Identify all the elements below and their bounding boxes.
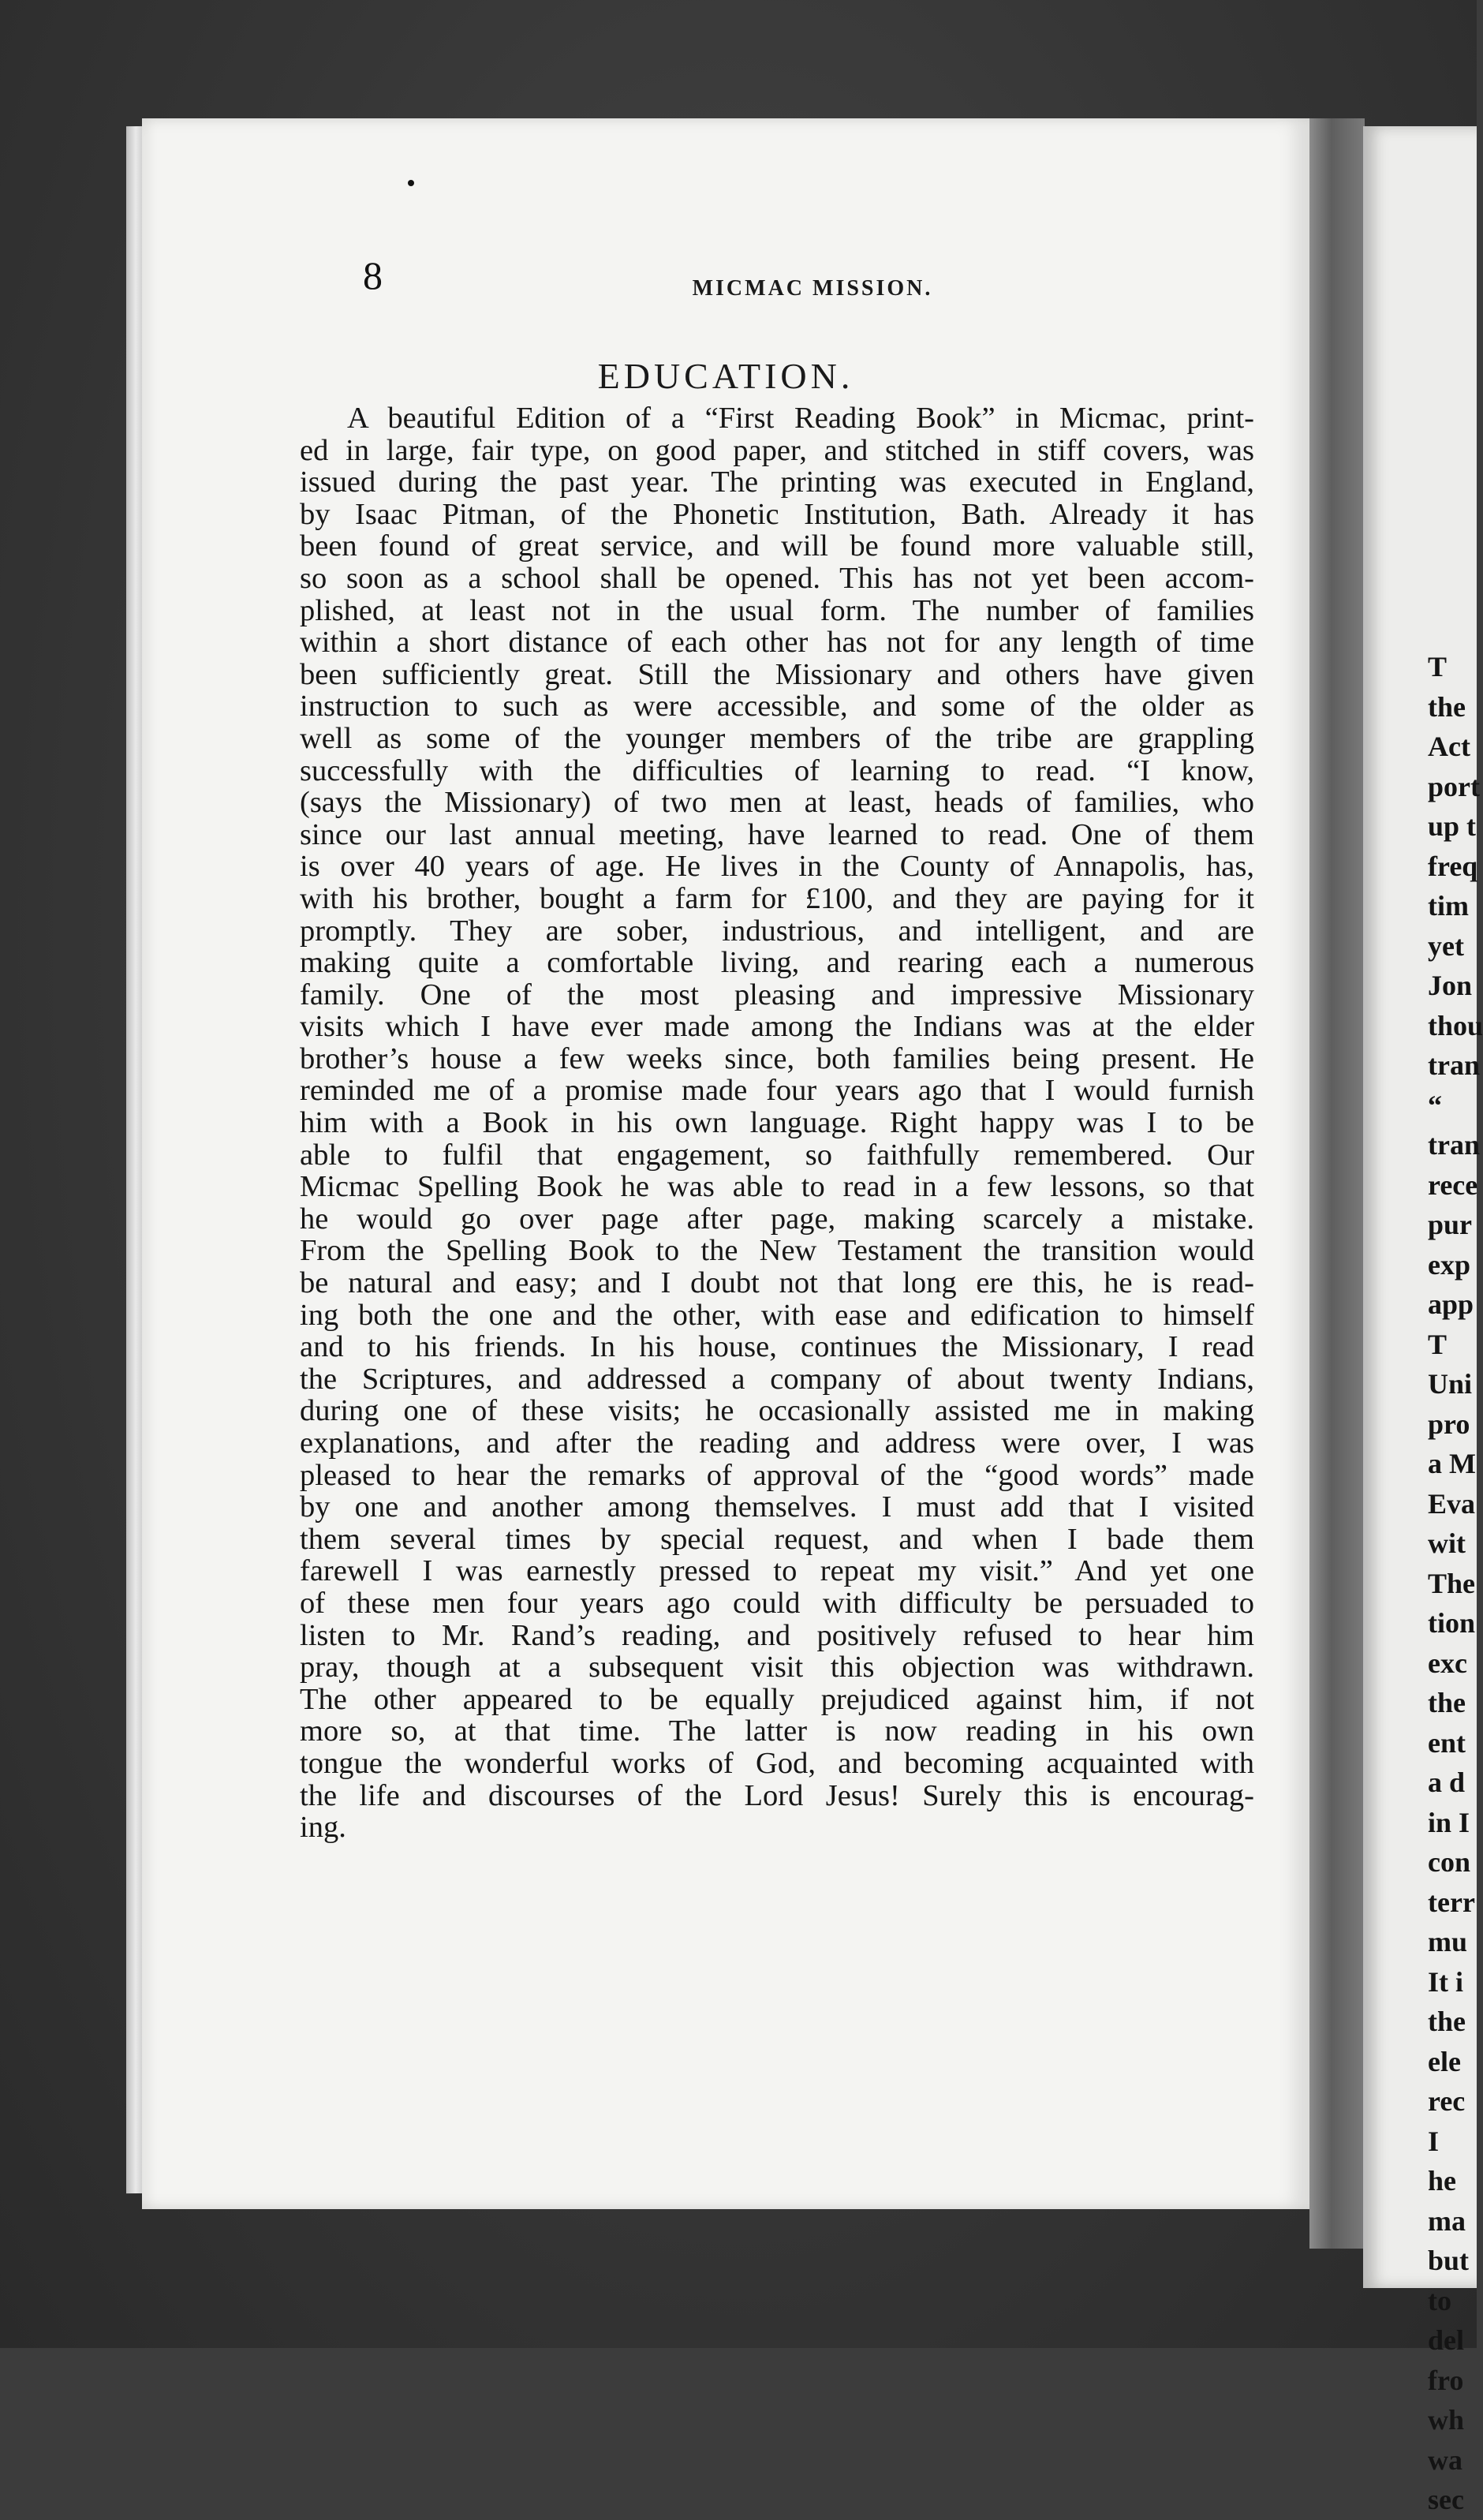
facing-line-fragment: the [1428,2006,1466,2037]
page-number: 8 [363,253,383,297]
text-line: ing. [300,1811,346,1845]
text-line: he would go over page after page, making scarcely a mistake. [300,1202,1254,1236]
text-line: explanations, and after the reading and address were over, I was [300,1426,1254,1460]
text-line: visits which I have ever made among the Indians was at the elder [300,1010,1254,1044]
facing-line-fragment: exc [1428,1647,1467,1679]
facing-line-fragment: yet [1428,929,1464,962]
facing-page-text [1428,647,1483,2520]
facing-line-fragment: Eva [1428,1487,1476,1520]
text-line: ing both the one and the other, with ease and edification to himself [300,1298,1254,1332]
facing-line-fragment: T [1428,651,1448,682]
facing-line-fragment: app [1428,1288,1474,1320]
text-line: more so, at that time. The latter is now reading in his own [300,1714,1254,1748]
facing-line-fragment: wit [1428,1527,1466,1559]
text-line: reminded me of a promise made four years ago that I would furnish [300,1074,1254,1108]
facing-line-fragment: I [1428,2125,1440,2157]
text-line: pleased to hear the remarks of approval of the “good words” made [300,1458,1254,1492]
text-line: (says the Missionary) of two men at least, heads of families, who [300,786,1254,820]
text-line: been sufficiently great. Still the Missionary and others have given [300,657,1254,691]
facing-line-fragment: in I [1428,1806,1470,1838]
facing-line-fragment: It i [1428,1965,1463,1998]
facing-line-fragment: ele [1428,2045,1461,2077]
text-line: listen to Mr. Rand’s reading, and positively refused to hear him [300,1618,1254,1652]
facing-line-fragment: Uni [1428,1368,1473,1400]
text-line: since our last annual meeting, have learned to read. One of them [300,817,1254,851]
facing-line-fragment: con [1428,1846,1470,1878]
text-line: and to his friends. In his house, continues the Missionary, I read [300,1330,1254,1364]
text-line: tongue the wonderful works of God, and becoming acquainted with [300,1746,1254,1780]
facing-line-fragment: port [1428,770,1480,802]
body-text [300,402,1254,1844]
text-line: the Scriptures, and addressed a company of about twenty Indians, [300,1362,1254,1396]
facing-line-fragment: thou [1428,1009,1483,1041]
facing-line-fragment: rece [1428,1168,1478,1201]
text-line: ed in large, fair type, on good paper, and stitched in stiff covers, was [300,433,1254,467]
text-line: by Isaac Pitman, of the Phonetic Institution, Bath. Already it has [300,497,1254,531]
text-line: From the Spelling Book to the New Testament the transition would [300,1234,1254,1268]
text-line: making quite a comfortable living, and rearing each a numerous [300,946,1254,980]
facing-line-fragment: rec [1428,2085,1466,2117]
text-line: well as some of the younger members of the tribe are grappling [300,721,1254,755]
facing-line-fragment: wa [1428,2443,1462,2476]
text-line: plished, at least not in the usual form. The number of families [300,593,1254,627]
facing-line-fragment: tim [1428,890,1469,922]
text-line: issued during the past year. The printing was executed in England, [300,465,1254,499]
text-line: pray, though at a subsequent visit this objection was withdrawn. [300,1651,1254,1684]
facing-line-fragment: sec [1428,2484,1464,2515]
facing-line-fragment: pur [1428,1209,1473,1240]
facing-line-fragment: tran [1428,1129,1480,1161]
text-line: A beautiful Edition of a “First Reading Book” in Micmac, print- [347,402,1254,435]
text-line: be natural and easy; and I doubt not that long ere this, he is read- [300,1266,1254,1300]
facing-line-fragment: he [1428,2165,1456,2197]
text-line: brother’s house a few weeks since, both families being present. He [300,1041,1254,1075]
text-line: instruction to such as were accessible, and some of the older as [300,690,1254,723]
facing-line-fragment: pro [1428,1408,1470,1440]
text-line: promptly. They are sober, industrious, and intelligent, and are [300,914,1254,948]
text-line: within a short distance of each other has not for any length of time [300,626,1254,660]
left-page [142,118,1309,2209]
text-line: them several times by special request, and when I bade them [300,1522,1254,1556]
facing-line-fragment: “ [1428,1089,1442,1121]
section-heading: EDUCATION. [597,356,854,396]
book-gutter [1309,118,1365,2249]
facing-line-fragment: up t [1428,810,1477,842]
facing-line-fragment: The [1428,1567,1476,1599]
text-line: is over 40 years of age. He lives in the County of Annapolis, has, [300,850,1254,884]
text-line: during one of these visits; he occasionally assisted me in making [300,1394,1254,1428]
text-line: successfully with the difficulties of learning to read. “I know, [300,753,1254,787]
facing-line-fragment: terr [1428,1886,1475,1918]
text-line: him with a Book in his own language. Right happy was I to be [300,1106,1254,1140]
facing-line-fragment: the [1428,1687,1466,1718]
facing-line-fragment: mu [1428,1926,1468,1957]
text-line: been found of great service, and will be found more valuable still, [300,529,1254,563]
facing-line-fragment: the [1428,690,1466,723]
text-line: with his brother, bought a farm for £100, and they are paying for it [300,881,1254,915]
facing-line-fragment: a d [1428,1767,1466,1798]
running-head: MICMAC MISSION. [692,276,933,301]
facing-line-fragment: to [1428,2284,1451,2316]
text-line: family. One of the most pleasing and impressive Missionary [300,978,1254,1011]
facing-line-fragment: del [1428,2324,1465,2356]
text-line: Micmac Spelling Book he was able to read in a few lessons, so that [300,1170,1254,1204]
facing-line-fragment: wh [1428,2404,1465,2436]
text-line: of these men four years ago could with difficulty be persuaded to [300,1586,1254,1620]
facing-line-fragment: ent [1428,1726,1466,1759]
text-line: The other appeared to be equally prejudiced against him, if not [300,1682,1254,1716]
text-line: so soon as a school shall be opened. This has not yet been accom- [300,561,1254,595]
facing-line-fragment: Act [1428,731,1470,762]
facing-line-fragment: Jon [1428,970,1473,1001]
ink-speck [408,180,414,186]
text-line: by one and another among themselves. I must add that I visited [300,1490,1254,1524]
facing-line-fragment: a M [1428,1448,1476,1479]
facing-line-fragment: but [1428,2245,1470,2276]
facing-line-fragment: ma [1428,2204,1466,2237]
text-line: able to fulfil that engagement, so faithfully remembered. Our [300,1138,1254,1172]
facing-line-fragment: T [1428,1328,1448,1360]
facing-line-fragment: exp [1428,1248,1470,1281]
facing-line-fragment: tion [1428,1607,1476,1639]
facing-page [1363,126,1483,2515]
facing-line-fragment: fro [1428,2364,1464,2396]
facing-line-fragment: freq [1428,850,1478,882]
text-line: the life and discourses of the Lord Jesus! Surely this is encourag- [300,1778,1254,1812]
facing-line-fragment: tran [1428,1049,1480,1081]
text-line: farewell I was earnestly pressed to repeat my visit.” And yet one [300,1554,1254,1588]
